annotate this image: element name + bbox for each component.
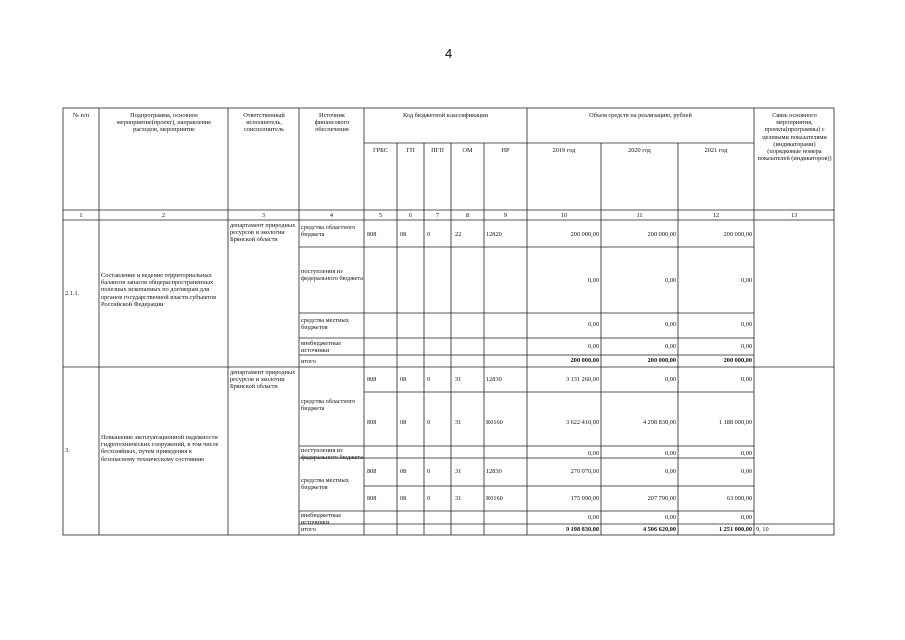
s2-r5-2021: 63 000,00 <box>726 495 752 502</box>
s2-r4-om: 31 <box>455 468 462 475</box>
s1-pgp: 0 <box>427 231 431 238</box>
col-number: 10 <box>560 212 568 219</box>
header-num: № п/п <box>72 112 90 119</box>
s2-r1-om: 31 <box>455 376 462 383</box>
s2-src-local: средства местных бюджетов <box>301 477 349 492</box>
s2-r5-om: 31 <box>455 495 462 502</box>
s1-r1-2020: 200 000,00 <box>647 231 676 238</box>
s1-number: 2.1.1. <box>65 290 80 297</box>
header-subprogram: Подпрограмма, основное мероприятие(проект), направление расходов, мероприятие <box>116 112 212 134</box>
s2-r1-gp: 08 <box>400 376 407 383</box>
s1-r2-2020: 0,00 <box>664 277 676 284</box>
header-2021: 2021 год <box>704 147 728 154</box>
s2-r1-2021: 0,00 <box>740 376 752 383</box>
header-responsible: Ответственный исполнитель, соисполнитель <box>243 112 285 134</box>
s1-responsible: департамент природных ресурсов и экологии Брянской области <box>230 222 296 244</box>
s1-total-2021: 200 000,00 <box>723 357 752 364</box>
col-number: 4 <box>329 212 334 219</box>
s2-r4-nr: 12830 <box>486 468 502 475</box>
col-number: 2 <box>161 212 166 219</box>
s2-total-label: итого <box>301 526 316 533</box>
page-number: 4 <box>445 46 453 61</box>
s2-name: Повышение эксплуатационной надежности гидротехнических сооружений, в том числе бесхозяйных, путем приведения к безопасному техническому состоянию <box>101 434 219 463</box>
s2-r2-2019: 3 622 410,00 <box>565 419 599 426</box>
col-number: 7 <box>435 212 440 219</box>
s1-r3-2020: 0,00 <box>664 321 676 328</box>
header-2020: 2020 год <box>628 147 651 154</box>
s1-r3-2021: 0,00 <box>740 321 752 328</box>
col-number: 3 <box>261 212 266 219</box>
s2-r3-2020: 0,00 <box>664 450 676 457</box>
s1-r4-2020: 0,00 <box>664 343 676 350</box>
s1-nr: 12820 <box>486 231 502 238</box>
s2-r2-om: 31 <box>455 419 462 426</box>
header-gp: ГП <box>406 147 415 154</box>
s1-src-local: средства местных бюджетов <box>301 317 349 332</box>
s2-total-link: 9, 10 <box>756 526 769 533</box>
s2-r2-2021: 1 188 000,00 <box>718 419 752 426</box>
s2-total-2019: 9 198 830,00 <box>565 526 599 533</box>
s2-r5-nr: R0160 <box>486 495 503 502</box>
s2-r2-nr: R0160 <box>486 419 503 426</box>
s1-r3-2019: 0,00 <box>587 321 599 328</box>
s2-r4-pgp: 0 <box>427 468 431 475</box>
s1-gp: 08 <box>400 231 407 238</box>
s2-r2-2020: 4 298 830,00 <box>642 419 676 426</box>
s2-total-2020: 4 506 620,00 <box>642 526 676 533</box>
s2-r1-2020: 0,00 <box>664 376 676 383</box>
s2-r4-grbs: 808 <box>367 468 377 475</box>
s1-total-label: итого <box>301 358 316 365</box>
s2-src-extra: внебюджетные источники <box>301 512 342 527</box>
s2-r4-2020: 0,00 <box>664 468 676 475</box>
s2-r5-grbs: 808 <box>367 495 377 502</box>
s2-src-oblast: средства областного бюджета <box>301 398 356 413</box>
s2-r1-grbs: 808 <box>367 376 377 383</box>
s1-src-oblast: средства областного бюджета <box>301 224 356 239</box>
s2-r6-2019: 0,00 <box>587 514 599 521</box>
s2-number: 3. <box>65 447 70 454</box>
s2-total-2021: 1 251 000,00 <box>718 526 752 533</box>
s2-r3-2019: 0,00 <box>587 450 599 457</box>
s1-r2-2021: 0,00 <box>740 277 752 284</box>
s2-r1-nr: 12830 <box>486 376 502 383</box>
s2-src-federal: поступления из федерального бюджета <box>301 447 363 462</box>
s2-r5-2019: 175 090,00 <box>570 495 599 502</box>
s2-r2-gp: 08 <box>400 419 407 426</box>
header-source: Источник финансового обеспечения <box>314 112 350 134</box>
col-number: 13 <box>790 212 798 219</box>
s1-total-2020: 200 000,00 <box>647 357 676 364</box>
header-volume: Объем средств на реализацию, рублей <box>589 112 692 119</box>
s1-total-2019: 200 000,00 <box>570 357 599 364</box>
header-om: ОМ <box>462 147 473 154</box>
s2-r4-2021: 0,00 <box>740 468 752 475</box>
header-nr: НР <box>501 147 510 154</box>
header-pgp: ПГП <box>431 147 444 154</box>
s1-r4-2021: 0,00 <box>740 343 752 350</box>
s1-r1-2019: 200 000,00 <box>570 231 599 238</box>
s2-r1-pgp: 0 <box>427 376 431 383</box>
header-2019: 2019 год <box>552 147 576 154</box>
s1-src-extra: внебюджетные источники <box>301 340 342 355</box>
s1-r4-2019: 0,00 <box>587 343 599 350</box>
s2-r6-2020: 0,00 <box>664 514 676 521</box>
col-number: 9 <box>503 212 508 219</box>
s2-r3-2021: 0,00 <box>740 450 752 457</box>
col-number: 5 <box>378 212 383 219</box>
s2-r6-2021: 0,00 <box>740 514 752 521</box>
s1-grbs: 808 <box>367 231 377 238</box>
s2-r4-gp: 08 <box>400 468 407 475</box>
col-number: 12 <box>712 212 720 219</box>
s2-r5-pgp: 0 <box>427 495 431 502</box>
s1-r1-2021: 200 000,00 <box>723 231 752 238</box>
s2-r2-grbs: 808 <box>367 419 377 426</box>
s1-name: Составление и ведение территориальных балансов запасов общераспространенных полезных ископаемых по договорам для органов государственной власти субъектов Российской Федерации <box>101 272 217 308</box>
s1-om: 22 <box>455 231 462 238</box>
s2-r1-2019: 3 131 260,00 <box>565 376 599 383</box>
s1-src-federal: поступления из федерального бюджета <box>301 268 363 283</box>
col-number: 1 <box>79 212 83 219</box>
col-number: 11 <box>636 212 643 219</box>
s2-r2-pgp: 0 <box>427 419 431 426</box>
s1-r2-2019: 0,00 <box>587 277 599 284</box>
col-number: 8 <box>465 212 470 219</box>
s2-r4-2019: 270 070,00 <box>570 468 599 475</box>
s2-responsible: департамент природных ресурсов и экологии Брянской области <box>230 369 296 391</box>
header-budget-code: Код бюджетной классификации <box>403 112 488 119</box>
header-grbs: ГРБС <box>373 147 388 154</box>
col-number: 6 <box>408 212 413 219</box>
header-link: Связь основного мероприятия, проекта(программы) с целевыми показателями (индикаторами) (порядковые номера показателей (индикаторов)) <box>757 112 832 163</box>
s2-r5-gp: 08 <box>400 495 407 502</box>
s2-r5-2020: 207 790,00 <box>647 495 676 502</box>
